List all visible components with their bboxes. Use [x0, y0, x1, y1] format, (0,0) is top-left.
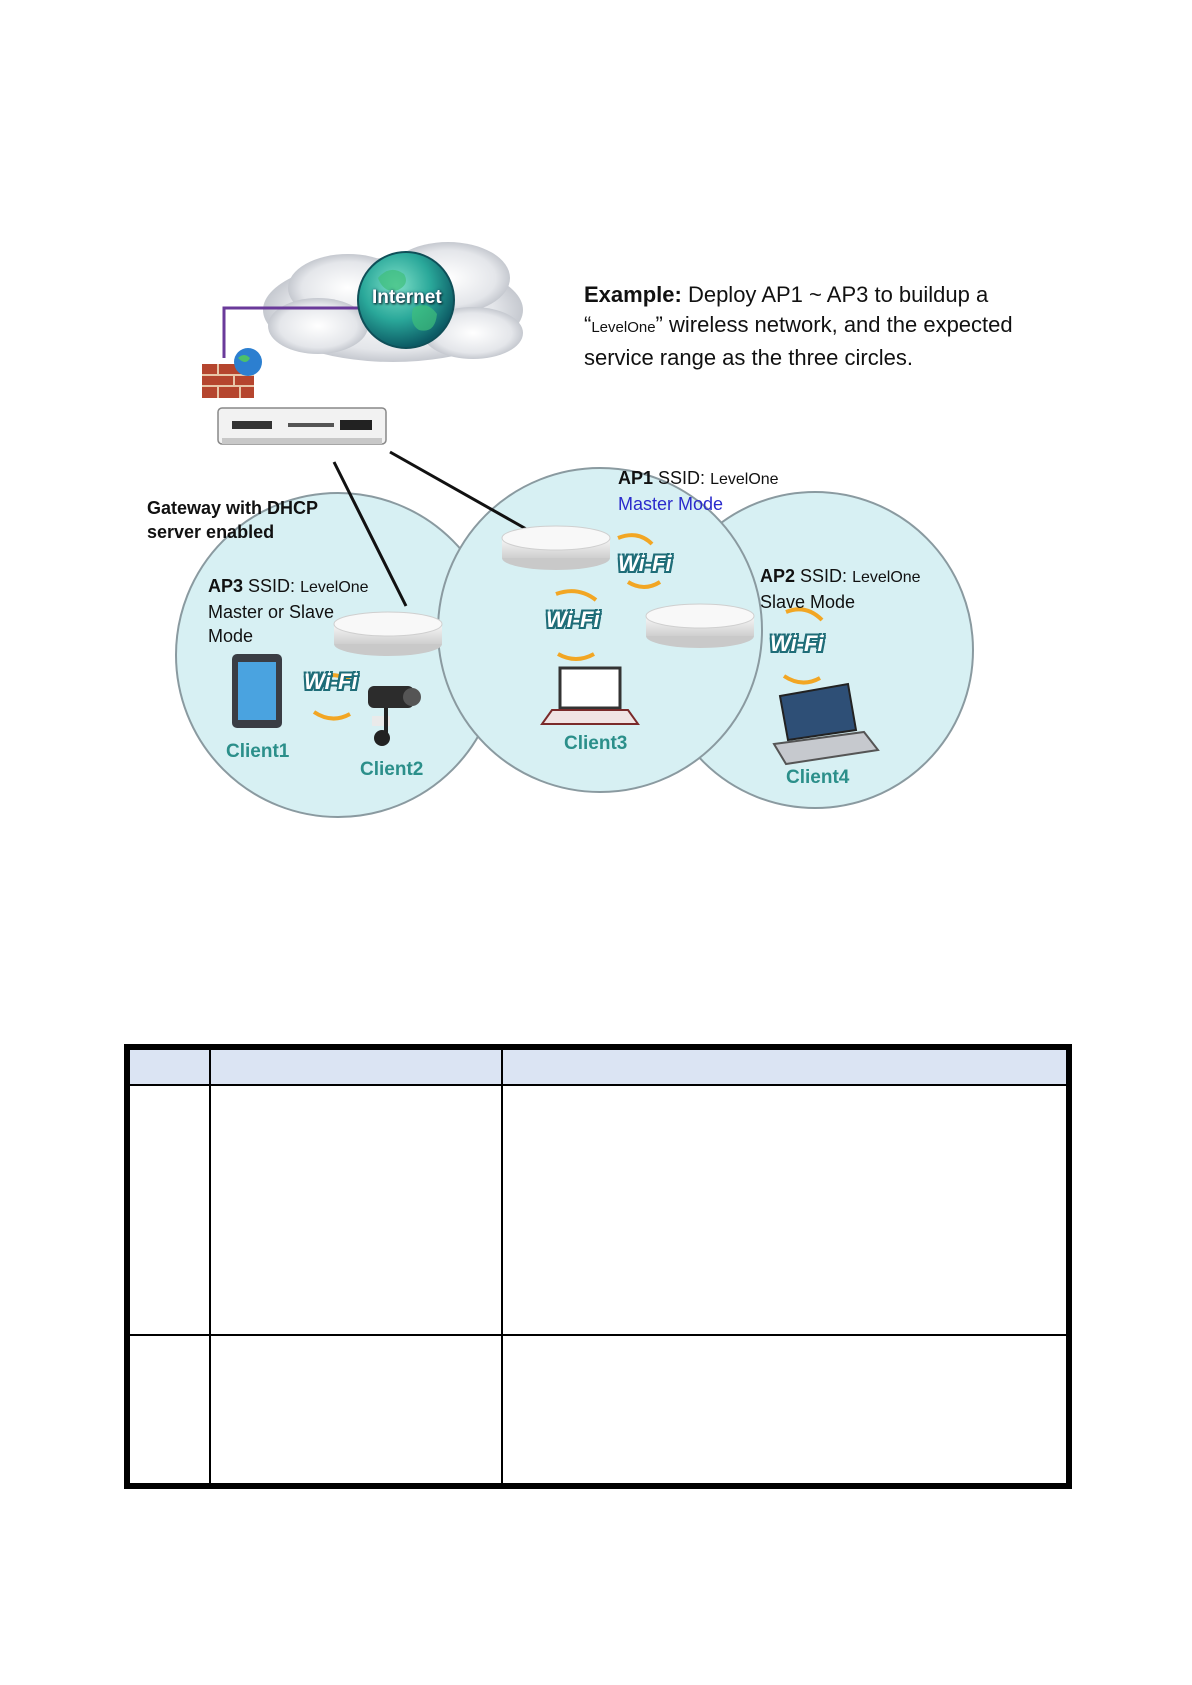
table-cell	[502, 1085, 1069, 1335]
table-cell	[210, 1085, 502, 1335]
client4-label: Client4	[786, 767, 850, 788]
table	[124, 1044, 1072, 1489]
table-row	[127, 1085, 1069, 1335]
ap2-ssid-label: SSID:	[800, 566, 848, 586]
ap2-label	[760, 564, 921, 614]
internet-label: Internet	[372, 287, 442, 308]
settings-table	[124, 1044, 1072, 1489]
example-open-quote: “	[584, 312, 592, 337]
example-label: Example:	[584, 282, 682, 307]
table-row	[127, 1335, 1069, 1486]
example-text-line2: ” wireless network, and the expected	[655, 312, 1013, 337]
ap2-name: AP2	[760, 566, 796, 586]
ap2-ssid: LevelOne	[852, 569, 921, 586]
table-cell	[127, 1335, 210, 1486]
ap3-ssid-label: SSID:	[248, 576, 296, 596]
table-header-cell	[502, 1047, 1069, 1085]
table-cell	[210, 1335, 502, 1486]
ap1-ssid: LevelOne	[710, 471, 779, 488]
gateway-router-icon	[218, 408, 386, 444]
ap3-ssid: LevelOne	[300, 579, 369, 596]
table-header-cell	[127, 1047, 210, 1085]
client2-label: Client2	[360, 759, 424, 780]
wifi-badge-ap2: Wi-Fi	[770, 631, 824, 656]
gateway-label-line1: Gateway with DHCP	[147, 498, 319, 518]
ap1-label	[618, 466, 779, 516]
tablet-icon	[232, 654, 282, 728]
wifi-badge-ap1-client3: Wi-Fi	[546, 607, 600, 632]
ap2-device-icon	[646, 604, 754, 648]
table-header-cell	[210, 1047, 502, 1085]
ap1-name: AP1	[618, 468, 654, 488]
ap3-mode-line1: Master or Slave	[208, 602, 335, 622]
example-ssid: LevelOne	[591, 319, 656, 336]
wifi-badge-ap1: Wi-Fi	[618, 551, 672, 576]
table-header-row	[127, 1047, 1069, 1085]
table-cell	[127, 1085, 210, 1335]
firewall-icon	[202, 348, 262, 398]
wifi-badge-ap3: Wi-Fi	[304, 669, 358, 694]
ap3-label	[208, 574, 369, 648]
gateway-label-line2: server enabled	[147, 522, 275, 542]
client1-label: Client1	[226, 741, 290, 762]
table-cell	[502, 1335, 1069, 1486]
ap1-device-icon	[502, 526, 610, 570]
example-description	[584, 280, 1054, 373]
ap1-mode: Master Mode	[618, 494, 724, 514]
ap3-name: AP3	[208, 576, 244, 596]
ap3-mode-line2: Mode	[208, 626, 254, 646]
ap2-mode: Slave Mode	[760, 592, 856, 612]
gateway-label	[147, 496, 367, 544]
client3-label: Client3	[564, 733, 628, 754]
example-text-line1: Deploy AP1 ~ AP3 to buildup a	[687, 282, 989, 307]
example-text-line3: service range as the three circles.	[584, 345, 913, 370]
network-diagram	[128, 238, 1056, 892]
ap1-ssid-label: SSID:	[658, 468, 706, 488]
